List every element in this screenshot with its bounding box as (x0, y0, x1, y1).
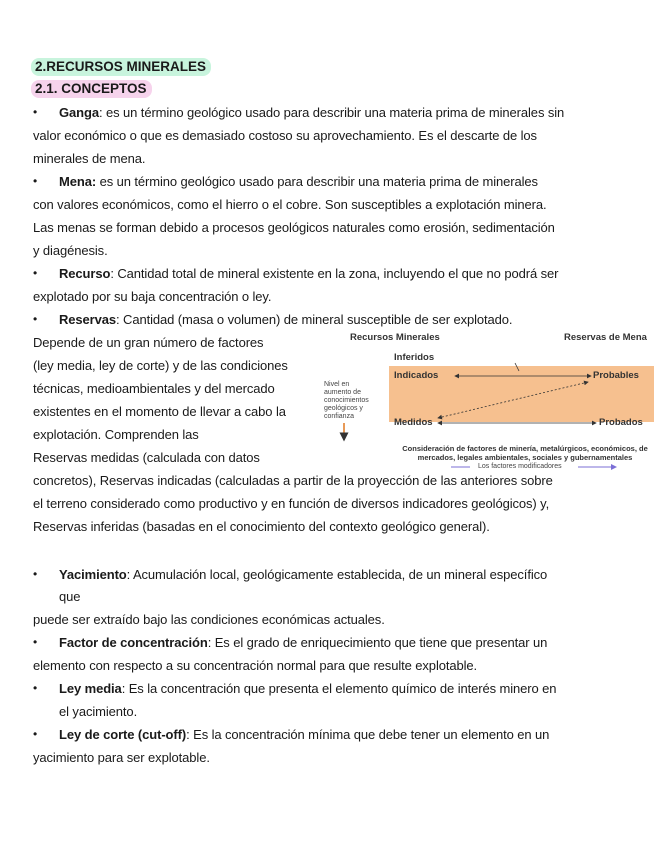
bullet: • (33, 105, 38, 119)
yacimiento-line-1 (59, 567, 547, 583)
reservas-line-9: el terreno considerado como productivo y en función de diversos indicadores geológicos) y, (33, 496, 550, 511)
bullet: • (33, 266, 38, 280)
ganga-line-2: valor económico o que es demasiado costoso su aprovechamiento. Es el descarte de los (33, 128, 537, 143)
ley-media-line-2: el yacimiento. (59, 704, 138, 719)
reservas-line-10: Reservas inferidas (basadas en el conocimiento del contexto geológico general). (33, 519, 490, 534)
reservas-line-5: existentes en el momento de llevar a cabo la (33, 404, 286, 419)
diagram-title-resources: Recursos Minerales (350, 332, 440, 343)
subsection-heading: 2.1. CONCEPTOS (31, 80, 152, 98)
mena-line-4: y diagénesis. (33, 243, 108, 258)
mena-text: es un término geológico usado para describir una materia prima de minerales (96, 174, 538, 189)
recurso-line-1 (59, 266, 558, 282)
diagram-inferidos: Inferidos (394, 352, 435, 363)
term-recurso: Recurso (59, 266, 111, 281)
yacimiento-line-2: que (59, 589, 81, 604)
bullet: • (33, 312, 38, 326)
term-ley-media: Ley media (59, 681, 122, 696)
ganga-line-1 (59, 105, 564, 121)
reservas-line-1 (59, 312, 512, 328)
recurso-line-2: explotado por su baja concentración o ley. (33, 289, 272, 304)
reservas-line-3: (ley media, ley de corte) y de las condiciones (33, 358, 288, 373)
term-factor: Factor de concentración (59, 635, 208, 650)
bullet: • (33, 567, 38, 581)
diagram-side-label: Nivel en aumento de conocimientos geológicos y confianza (324, 381, 369, 420)
reservas-text: : Cantidad (masa o volumen) de mineral susceptible de ser explotado. (116, 312, 513, 327)
reservas-line-8: concretos), Reservas indicadas (calculadas a partir de la proyección de las anteriores sobre (33, 473, 553, 488)
bullet: • (33, 635, 38, 649)
yacimiento-line-3: puede ser extraído bajo las condiciones económicas actuales. (33, 612, 385, 627)
yacimiento-text: : Acumulación local, geológicamente establecida, de un mineral específico (126, 567, 548, 582)
mineral-resources-diagram (320, 328, 656, 476)
diagonal-arrow (438, 382, 588, 418)
factor-text: : Es el grado de enriquecimiento que tiene que presentar un (207, 635, 548, 650)
ganga-text: : es un término geológico usado para describir una materia prima de minerales sin (98, 105, 565, 120)
mena-line-1 (59, 174, 538, 190)
term-ley-corte: Ley de corte (cut-off) (59, 727, 187, 742)
term-ganga: Ganga (59, 105, 99, 120)
diagram-probables: Probables (593, 370, 639, 381)
diagram-caption: Consideración de factores de minería, metalúrgicos, económicos, de mercados, legales ambientales, sociales y gubernamentales (402, 444, 648, 462)
mena-line-3: Las menas se forman debido a procesos geológicos naturales como erosión, sedimentación (33, 220, 555, 235)
ley-media-line-1 (59, 681, 556, 697)
diagram-probados: Probados (599, 417, 643, 428)
factor-line-2: elemento con respecto a su concentración normal para que resulte explotable. (33, 658, 478, 673)
reservas-line-2: Depende de un gran número de factores (33, 335, 264, 350)
reservas-line-4: técnicas, medioambientales y del mercado (33, 381, 275, 396)
diagram-indicados: Indicados (394, 370, 439, 381)
diagram-medidos: Medidos (394, 417, 433, 428)
ley-media-text: : Es la concentración que presenta el elemento químico de interés minero en (121, 681, 557, 696)
factor-line-1 (59, 635, 547, 651)
bullet: • (33, 681, 38, 695)
ley-corte-line-2: yacimiento para ser explotable. (33, 750, 210, 765)
ley-corte-text: : Es la concentración mínima que debe tener un elemento en un (186, 727, 550, 742)
term-mena: Mena: (59, 174, 97, 189)
recurso-text: : Cantidad total de mineral existente en la zona, incluyendo el que no podrá ser (110, 266, 559, 281)
diagram-modifiers: Los factores modificadores (478, 463, 562, 470)
ganga-line-3: minerales de mena. (33, 151, 146, 166)
term-reservas: Reservas (59, 312, 117, 327)
ley-corte-line-1 (59, 727, 549, 743)
section-heading: 2.RECURSOS MINERALES (31, 58, 211, 76)
reservas-line-6: explotación. Comprenden las (33, 427, 199, 442)
inferidos-tick (515, 363, 519, 371)
term-yacimiento: Yacimiento (59, 567, 127, 582)
mena-line-2: con valores económicos, como el hierro o el cobre. Son susceptibles a explotación minera. (33, 197, 547, 212)
reservas-line-7: Reservas medidas (calculada con datos (33, 450, 260, 465)
diagram-title-reserves: Reservas de Mena (564, 332, 647, 343)
bullet: • (33, 174, 38, 188)
bullet: • (33, 727, 38, 741)
